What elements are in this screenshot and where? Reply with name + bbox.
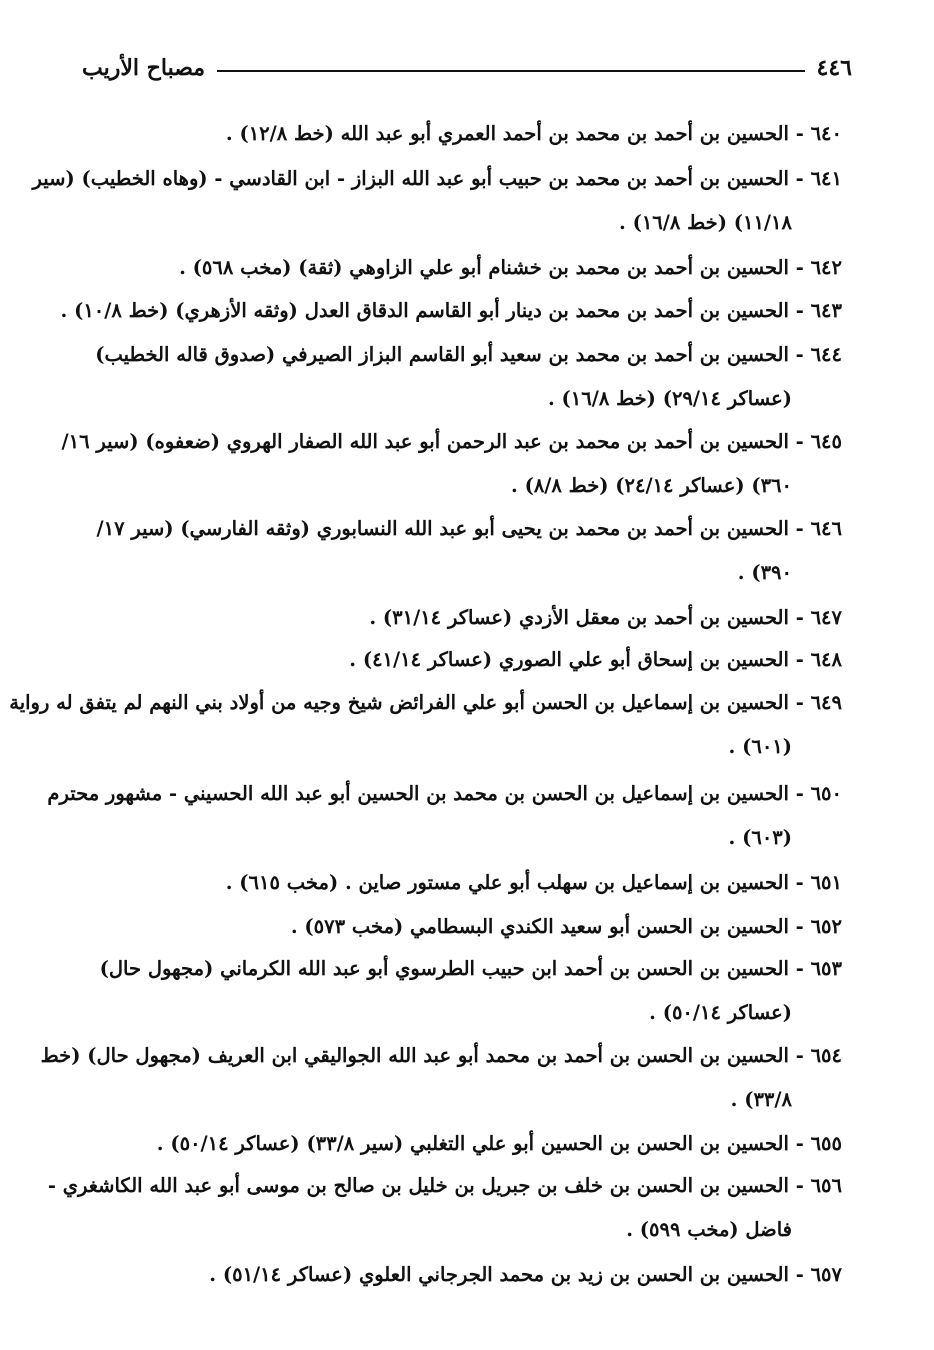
entry-644 — [82, 333, 842, 421]
entry-646 — [82, 507, 842, 595]
entry-642 — [82, 246, 842, 290]
entry-649 — [9, 681, 842, 769]
entry-line: ٦٤٨ - الحسين بن إسحاق أبو علي الصوري (عساكر ٤١/١٤) . — [349, 648, 842, 671]
entry-line: ٦٥٠ - الحسين بن إسماعيل بن الحسن بن محمد بن الحسين أبو عبد الله الحسيني - مشهور محترم — [47, 782, 842, 805]
entry-continuation: (عساكر ٢٩/١٤) (خط ١٦/٨) . — [547, 387, 792, 410]
entry-continuation: (عساكر ٥٠/١٤) . — [649, 1001, 792, 1024]
page-header — [82, 48, 852, 88]
entry-continuation: ٣٩٠) . — [737, 561, 792, 584]
entry-line: ٦٤٧ - الحسين بن أحمد بن معقل الأزدي (عساكر ٣١/١٤) . — [369, 606, 842, 629]
entry-line: ٦٤٢ - الحسين بن أحمد بن محمد بن خشنام أبو علي الزاوهي (ثقة) (مخب ٥٦٨) . — [179, 256, 842, 279]
entry-continuation: ٣٣/٨) . — [730, 1088, 792, 1111]
entry-654 — [40, 1034, 842, 1122]
entry-continuation: (٦٠٣) . — [728, 826, 792, 849]
entry-643 — [60, 289, 842, 333]
header-rule — [217, 70, 804, 72]
entry-657 — [82, 1253, 842, 1297]
entry-line: ٦٥١ - الحسين بن إسماعيل بن سهلب أبو علي مستور صاين . (مخب ٦١٥) . — [225, 871, 842, 894]
entry-line: ٦٤٦ - الحسين بن أحمد بن محمد بن يحيى أبو عبد الله النسابوري (وثقه الفارسي) (سير ١٧/ — [96, 517, 842, 540]
entry-continuation: فاضل (مخب ٥٩٩) . — [626, 1218, 792, 1241]
book-title: مصباح الأريب — [82, 55, 206, 81]
entry-line: ٦٤٩ - الحسين بن إسماعيل بن الحسن أبو علي الفرائض شيخ وجيه من أولاد بني النهم لم يتفق له رواية — [9, 691, 842, 714]
entry-656 — [47, 1164, 842, 1252]
entry-641 — [32, 157, 842, 245]
entry-line: ٦٥٦ - الحسين بن الحسن بن خلف بن جبريل بن خليل بن صالح بن موسى أبو عبد الله الكاشغري - — [47, 1174, 842, 1197]
entry-645 — [61, 420, 842, 508]
entry-line: ٦٤٣ - الحسين بن أحمد بن محمد بن دينار أبو القاسم الدقاق العدل (وثقه الأزهري) (خط ١٠/٨) . — [60, 299, 842, 322]
entry-650 — [47, 772, 842, 860]
entry-line: ٦٥٧ - الحسين بن الحسن بن زيد بن محمد الجرجاني العلوي (عساكر ٥١/١٤) . — [209, 1263, 842, 1286]
entry-655 — [82, 1122, 842, 1166]
entry-continuation: ١١/١٨) (خط ١٦/٨) . — [619, 211, 792, 234]
page-number: ٤٤٦ — [816, 55, 852, 81]
entry-line: ٦٥٥ - الحسين بن الحسن بن الحسين أبو علي التغلبي (سير ٣٣/٨) (عساكر ٥٠/١٤) . — [156, 1132, 842, 1155]
entry-line: ٦٥٤ - الحسين بن الحسن بن أحمد بن محمد أبو عبد الله الجواليقي ابن العريف (مجهول حال) (خط — [40, 1044, 842, 1067]
entry-continuation: (٦٠١) . — [728, 735, 792, 758]
entry-line: ٦٥٣ - الحسين بن الحسن بن أحمد ابن حبيب الطرسوي أبو عبد الله الكرماني (مجهول حال) — [99, 957, 842, 980]
entry-continuation: ٣٦٠) (عساكر ٢٤/١٤) (خط ٨/٨) . — [511, 474, 792, 497]
entry-647 — [82, 596, 842, 640]
entry-line: ٦٤٠ - الحسين بن أحمد بن محمد بن أحمد العمري أبو عبد الله (خط ١٢/٨) . — [225, 122, 842, 145]
entry-653 — [82, 947, 842, 1035]
entry-652 — [82, 905, 842, 949]
entry-line: ٦٤٥ - الحسين بن أحمد بن محمد بن عبد الرحمن أبو عبد الله الصفار الهروي (ضعفوه) (سير ١٦/ — [61, 430, 842, 453]
entry-648 — [82, 638, 842, 682]
entry-line: ٦٤١ - الحسين بن أحمد بن محمد بن حبيب أبو عبد الله البزاز - ابن القادسي - (وهاه الخطيب) (سير — [32, 167, 842, 190]
entry-640 — [82, 112, 842, 156]
entry-651 — [82, 861, 842, 905]
entry-line: ٦٥٢ - الحسين بن الحسن أبو سعيد الكندي البسطامي (مخب ٥٧٣) . — [290, 915, 842, 938]
entry-line: ٦٤٤ - الحسين بن أحمد بن محمد بن سعيد أبو القاسم البزاز الصيرفي (صدوق قاله الخطيب) — [95, 343, 842, 366]
